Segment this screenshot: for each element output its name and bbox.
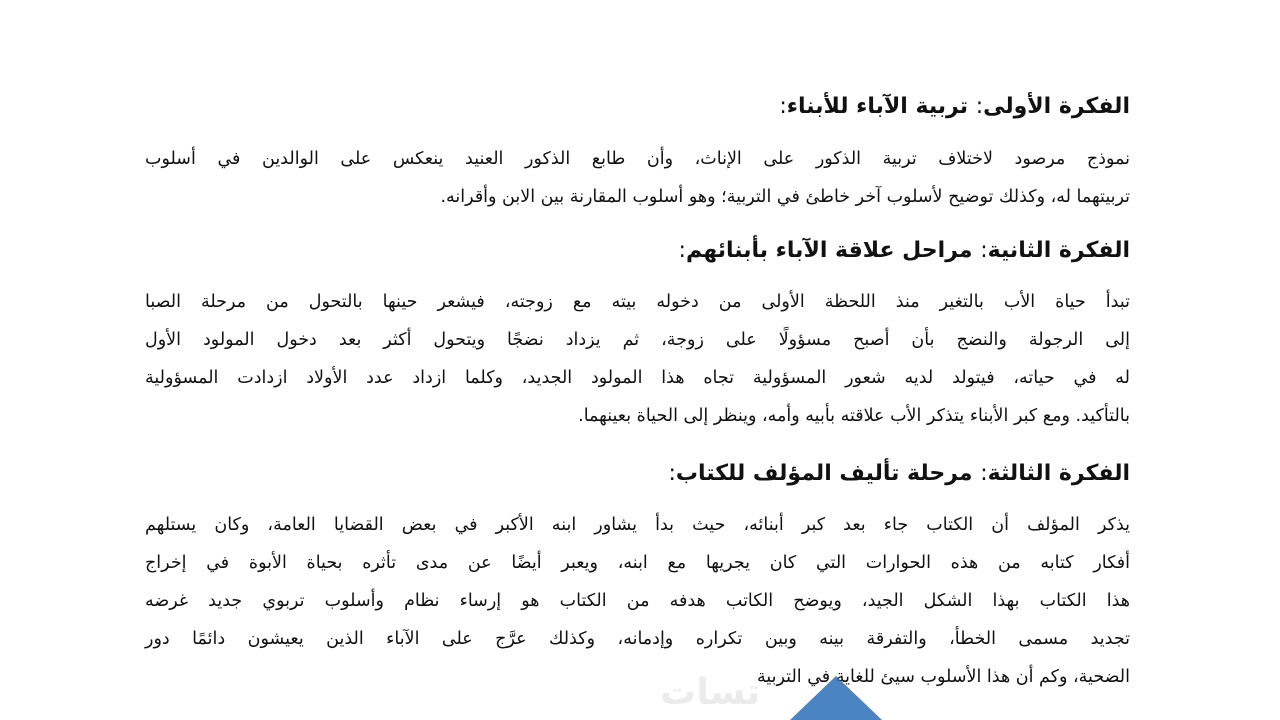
section-2-heading bbox=[145, 236, 1130, 266]
watermark-logo-icon bbox=[790, 676, 882, 720]
section-1-heading-colon-end: : bbox=[779, 94, 787, 119]
paragraph-line: هذا الكتاب بهذا الشكل الجيد، ويوضح الكاتب هدفه من الكتاب هو إرساء نظام وأسلوب تربوي جديد غرضه bbox=[145, 591, 1130, 611]
section-2-heading-colon-end: : bbox=[678, 238, 686, 263]
section-3-heading-colon-end: : bbox=[668, 461, 676, 486]
section-3-paragraph bbox=[145, 506, 1130, 696]
section-1-heading-colon: : bbox=[975, 94, 984, 119]
section-2-heading-title: مراحل علاقة الآباء بأبنائهم bbox=[685, 238, 973, 263]
paragraph-line: تبدأ حياة الأب بالتغير منذ اللحظة الأولى من دخوله بيته مع زوجته، فيشعر حينها بالتحول من مرحلة الصبا bbox=[145, 292, 1130, 312]
section-2-heading-label: الفكرة الثانية bbox=[987, 238, 1130, 263]
paragraph-line: يذكر المؤلف أن الكتاب جاء بعد كبر أبنائه، حيث بدأ يشاور ابنه الأكبر في بعض القضايا العامة، وكان يستلهم bbox=[145, 515, 1130, 535]
paragraph-line: تجديد مسمى الخطأ، والتفرقة بينه وبين تكراره وإدمانه، وكذلك عرَّج على الآباء الذين يعيشون دائمًا دور bbox=[145, 629, 1130, 649]
section-3-heading-label: الفكرة الثالثة bbox=[987, 461, 1130, 486]
section-1-heading-label: الفكرة الأولى bbox=[983, 94, 1130, 119]
paragraph-line: بالتأكيد. ومع كبر الأبناء يتذكر الأب علاقته بأبيه وأمه، وينظر إلى الحياة بعينهما. bbox=[578, 406, 1130, 426]
section-3-heading bbox=[145, 459, 1130, 489]
section-1-heading bbox=[145, 92, 1130, 122]
paragraph-line: نموذج مرصود لاختلاف تربية الذكور على الإناث، وأن طابع الذكور العنيد ينعكس على الوالدين في أسلوب bbox=[145, 149, 1130, 169]
watermark-text: تسات bbox=[660, 672, 760, 713]
paragraph-line: تربيتهما له، وكذلك توضيح لأسلوب آخر خاطئ في التربية؛ وهو أسلوب المقارنة بين الابن وأقرانه. bbox=[440, 187, 1130, 207]
paragraph-line: أفكار كتابه من هذه الحوارات التي كان يجريها مع ابنه، ويعبر أيضًا عن مدى تأثره بحياة الأبوة في إخراج bbox=[145, 553, 1130, 573]
paragraph-line: له في حياته، فيتولد لديه شعور المسؤولية تجاه هذا المولود الجديد، وكلما ازداد عدد الأولاد ازدادت المسؤولية bbox=[145, 368, 1130, 388]
section-2-heading-colon: : bbox=[980, 238, 988, 263]
section-1-heading-title: تربية الآباء للأبناء bbox=[786, 94, 969, 119]
section-3-heading-title: مرحلة تأليف المؤلف للكتاب bbox=[675, 461, 973, 486]
paragraph-line: إلى الرجولة والنضج بأن أصبح مسؤولًا على زوجة، ثم يزداد نضجًا ويتحول أكثر بعد دخول المولود الأول bbox=[145, 330, 1130, 350]
section-3-heading-colon: : bbox=[980, 461, 988, 486]
paragraph-line: الضحية، وكم أن هذا الأسلوب سيئ للغاية في التربية bbox=[756, 667, 1130, 687]
section-2-paragraph bbox=[145, 283, 1130, 435]
section-1-paragraph bbox=[145, 140, 1130, 216]
